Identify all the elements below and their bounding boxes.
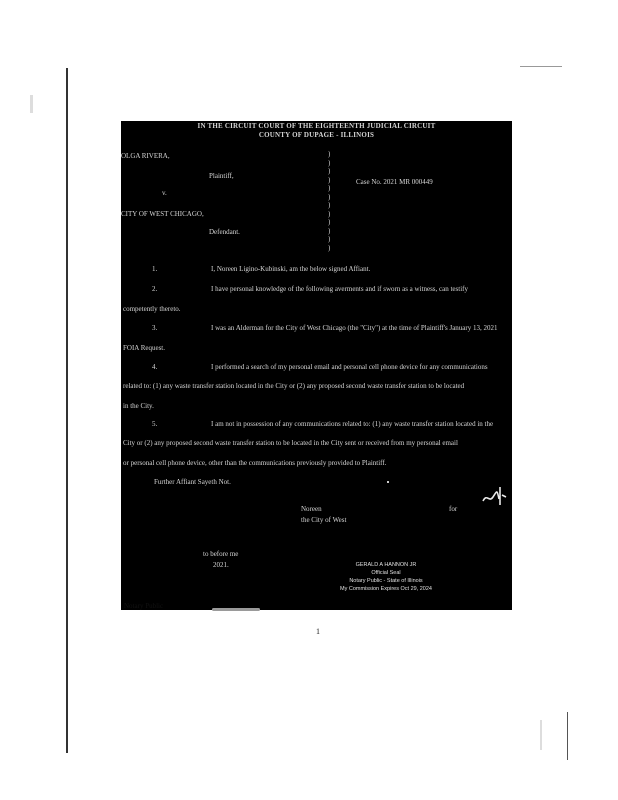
paragraph-text: I was an Alderman for the City of West Chicago (the "City") at the time of Plaintiff's January 13, 2021 [211, 324, 498, 332]
case-number: Case No. 2021 MR 000449 [356, 178, 433, 186]
paragraph-text: or personal cell phone device, other than the communications previously provided to Plaintiff. [123, 459, 387, 467]
paragraph-number: 1. [152, 265, 158, 273]
scan-dash-mark [520, 66, 562, 67]
paragraph-number: 3. [152, 324, 158, 332]
signature-scribble [481, 485, 507, 507]
jurat-sworn: to before me [203, 550, 239, 558]
ink-dot [387, 481, 389, 483]
seal-state: Notary Public - State of Illinois [349, 578, 423, 584]
defendant-role: Defendant. [209, 228, 240, 236]
closing-statement: Further Affiant Sayeth Not. [154, 478, 231, 486]
seal-title: Official Seal [371, 570, 401, 576]
jurat-year: 2021. [213, 561, 229, 569]
scan-smudge [30, 95, 33, 113]
paragraph-text: I performed a search of my personal email and personal cell phone device for any communications [211, 363, 488, 371]
scan-edge-line-right [567, 712, 568, 760]
paragraph-number: 2. [152, 285, 158, 293]
paragraph-text: I, Noreen Ligino-Kubinski, am the below signed Affiant. [211, 265, 371, 273]
paragraph-text: I am not in possession of any communications related to: (1) any waste transfer station located in the [211, 420, 494, 428]
notary-public-label: Notary Public [124, 602, 164, 610]
paragraph-text: City or (2) any proposed second waste transfer station to be located in the City sent or received from my personal email [123, 439, 458, 447]
caption-parentheses: ) ) ) ) ) ) ) ) ) ) ) ) [328, 150, 331, 252]
plaintiff-name: OLGA RIVERA, [121, 152, 170, 160]
affidavit-block [121, 121, 512, 610]
scan-edge-line [66, 68, 68, 753]
signer-for: for [449, 505, 458, 513]
page-number: 1 [316, 627, 320, 636]
notary-seal [321, 561, 451, 593]
seal-expiry: My Commission Expires Oct 29, 2024 [339, 586, 432, 592]
seal-name: GERALD A HANNON JR [355, 562, 417, 568]
plaintiff-role: Plaintiff, [209, 172, 234, 180]
paragraph-text: in the City. [123, 402, 154, 410]
paragraph-text: FOIA Request. [123, 344, 165, 352]
paragraph-number: 5. [152, 420, 158, 428]
signer-org: the City of West [301, 516, 347, 524]
scan-smudge [212, 608, 260, 611]
signer-name: Noreen [301, 505, 322, 513]
county-title: COUNTY OF DUPAGE - ILLINOIS [258, 131, 375, 139]
versus: v. [162, 189, 167, 197]
court-title: IN THE CIRCUIT COURT OF THE EIGHTEENTH JUDICIAL CIRCUIT [197, 122, 436, 130]
paragraph-number: 4. [152, 363, 158, 371]
paragraph-text: competently thereto. [123, 305, 181, 313]
paragraph-text: I have personal knowledge of the following averments and if sworn as a witness, can testify [211, 285, 468, 293]
defendant-name: CITY OF WEST CHICAGO, [121, 210, 204, 218]
scan-smudge [540, 720, 542, 750]
paragraph-text: related to: (1) any waste transfer station located in the City or (2) any proposed second waste transfer station to be located [123, 382, 465, 390]
